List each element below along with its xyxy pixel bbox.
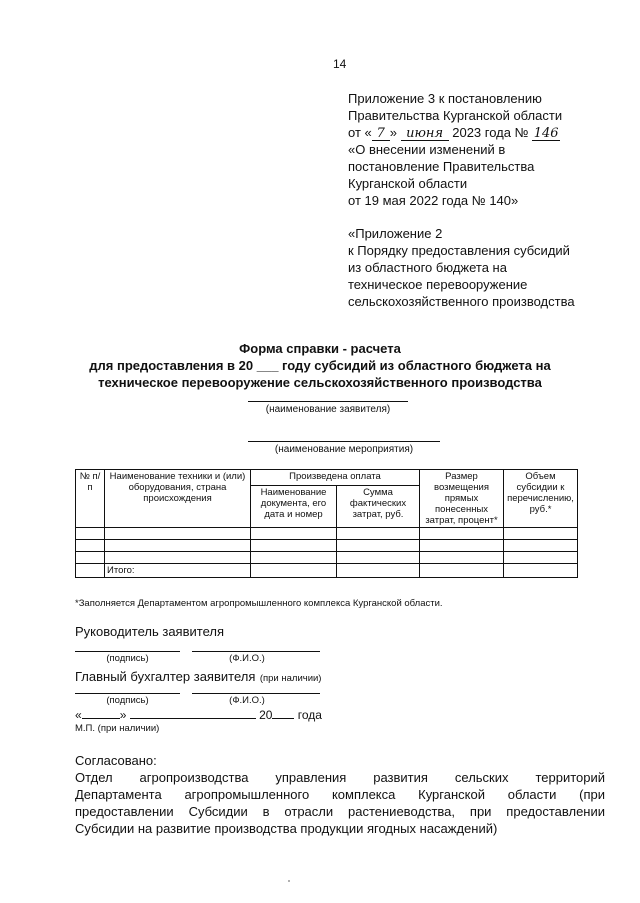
- stamp-label: М.П. (при наличии): [75, 723, 160, 734]
- signature-line: [75, 651, 180, 652]
- event-field: [248, 441, 440, 455]
- page-number: 14: [333, 57, 347, 71]
- form-title: Форма справки - расчета для предоставления в 20 ___ году субсидий из областного бюджета на техническое перевооружение сельскохозяйственного производства: [89, 341, 551, 390]
- agreed-title: Согласовано:: [75, 753, 157, 768]
- accountant-title: Главный бухгалтер заявителя: [75, 669, 256, 684]
- col-document: Наименование документа, его дата и номер: [251, 486, 337, 528]
- applicant-field: [248, 401, 408, 415]
- date-line: « » 20 года: [75, 708, 322, 722]
- col-rate: Размер возмещения прямых понесенных затрат, процент*: [420, 470, 504, 528]
- fio-label: (Ф.И.О.): [229, 653, 265, 664]
- sign-label: (подпись): [106, 695, 149, 706]
- header-date-line: от « 7 » июня 2023 года № 146: [348, 125, 559, 141]
- total-label: Итого:: [105, 564, 251, 578]
- table-total-row: [76, 564, 578, 578]
- header-line: к Порядку предоставления субсидий: [348, 243, 570, 258]
- fio-line: [192, 651, 320, 652]
- col-number: № п/п: [76, 470, 105, 528]
- header-line: сельскохозяйственного производства: [348, 294, 575, 309]
- header-line: «О внесении изменений в: [348, 142, 506, 157]
- col-volume: Объем субсидии к перечислению, руб.*: [504, 470, 578, 528]
- handwritten-number: 146: [533, 126, 559, 141]
- scan-dot: [288, 880, 290, 882]
- handwritten-day: 7: [372, 127, 390, 141]
- header-line: постановление Правительства: [348, 159, 535, 174]
- accountant-note: (при наличии): [259, 673, 322, 684]
- agreed-block: [75, 752, 605, 837]
- col-paid: Произведена оплата: [251, 470, 420, 486]
- table-row: [76, 552, 578, 564]
- footnote: *Заполняется Департаментом агропромышленного комплекса Курганской области.: [75, 598, 443, 609]
- calculation-table: [75, 469, 578, 578]
- fio-label: (Ф.И.О.): [229, 695, 265, 706]
- header-line: техническое перевооружение: [348, 277, 528, 292]
- header-line: от 19 мая 2022 года № 140»: [348, 193, 519, 208]
- col-sum: Сумма фактических затрат, руб.: [337, 486, 420, 528]
- signature-line: [75, 693, 180, 694]
- accountant-block: [75, 668, 321, 686]
- agreed-line: Департамента агропромышленного комплекса Курганской области (при: [75, 787, 605, 802]
- handwritten-month: июня: [401, 127, 449, 141]
- table-row: [76, 528, 578, 540]
- table-row: [76, 540, 578, 552]
- head-title: Руководитель заявителя: [75, 624, 224, 639]
- table-header-row: [76, 470, 578, 486]
- header-line: Правительства Курганской области: [348, 108, 563, 123]
- header-line: «Приложение 2: [348, 226, 443, 241]
- agreed-line: предоставлении Субсидии в отрасли растениеводства, при предоставлении: [75, 804, 605, 819]
- event-label: (наименование мероприятия): [248, 441, 440, 455]
- col-equipment: Наименование техники и (или) оборудования, страна происхождения: [105, 470, 251, 528]
- header-line: Курганской области: [348, 176, 468, 191]
- applicant-label: (наименование заявителя): [248, 401, 408, 415]
- agreed-line: Субсидии на развитие производства продукции ягодных насаждений): [75, 821, 498, 836]
- header-line: из областного бюджета на: [348, 260, 507, 275]
- sign-label: (подпись): [106, 653, 149, 664]
- header-line: Приложение 3 к постановлению: [348, 91, 542, 106]
- fio-line: [192, 693, 320, 694]
- appendix-header: [348, 90, 575, 310]
- agreed-line: Отдел агропроизводства управления развития сельских территорий: [75, 770, 605, 785]
